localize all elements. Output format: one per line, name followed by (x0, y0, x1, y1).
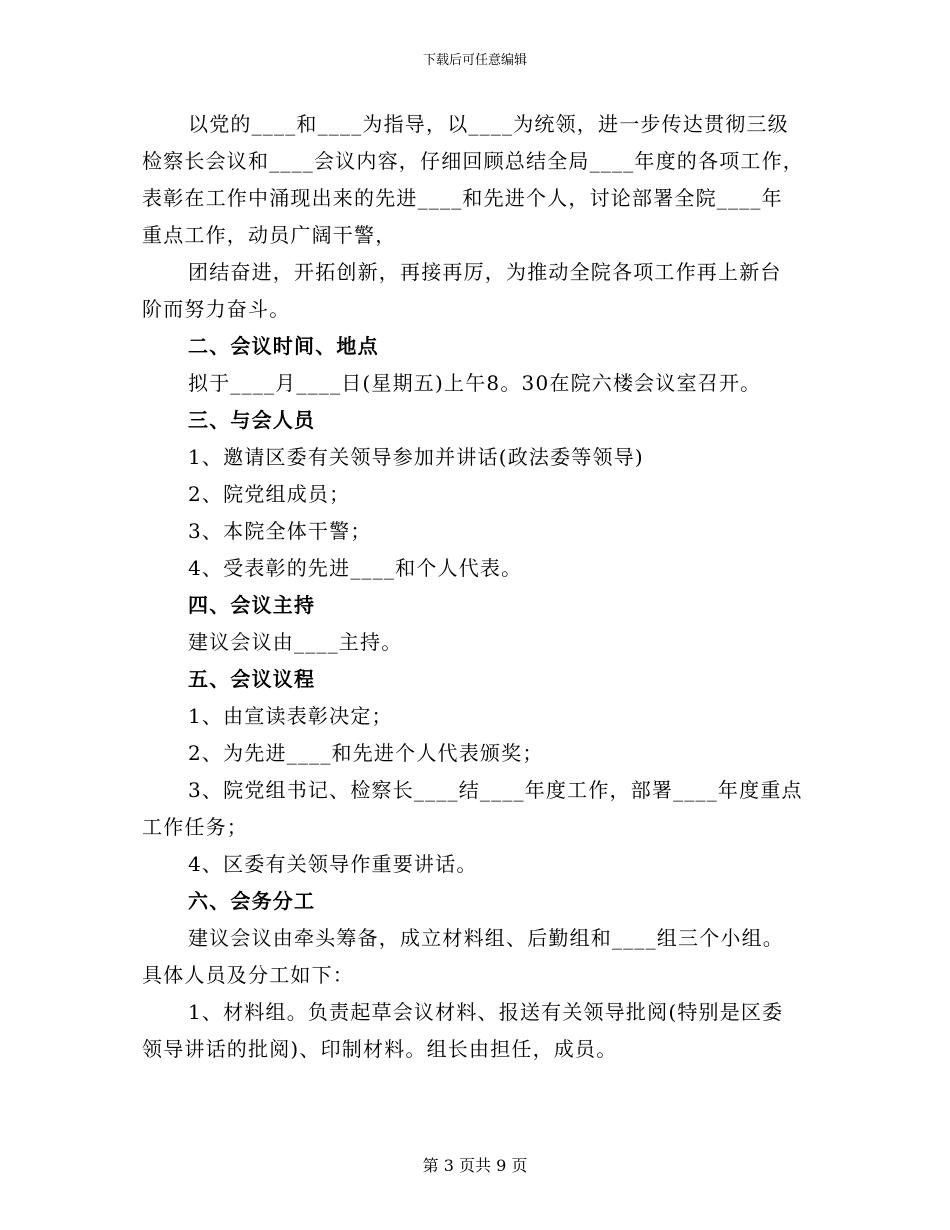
paragraph-line: 检察长会议和____会议内容，仔细回顾总结全局____年度的各项工作， (142, 149, 804, 173)
paragraph-line: 1、由宣读表彰决定； (188, 704, 393, 728)
page-footer: 第 3 页共 9 页 (422, 1156, 528, 1175)
document-body (142, 106, 810, 1068)
section-heading: 四、会议主持 (188, 593, 316, 617)
paragraph-line: 建议会议由牵头筹备，成立材料组、后勤组和____组三个小组。 (188, 926, 784, 950)
section-heading: 六、会务分工 (188, 889, 316, 913)
paragraph-line: 4、区委有关领导作重要讲话。 (188, 852, 478, 876)
paragraph-line: 具体人员及分工如下： (142, 963, 354, 987)
paragraph-line: 4、受表彰的先进____和个人代表。 (188, 556, 523, 580)
paragraph-line: 拟于____月____日(星期五)上午8。30在院六楼会议室召开。 (188, 371, 762, 395)
paragraph-line: 1、邀请区委有关领导参加并讲话(政法委等领导) (188, 445, 644, 469)
paragraph-line: 1、材料组。负责起草会议材料、报送有关领导批阅(特别是区委 (188, 1000, 784, 1024)
paragraph-line: 2、院党组成员； (188, 482, 351, 506)
paragraph-line: 领导讲话的批阅)、印制材料。组长由担任，成员。 (142, 1037, 618, 1061)
paragraph-line: 阶而努力奋斗。 (142, 297, 291, 321)
paragraph-line: 重点工作，动员广阔干警， (142, 223, 397, 247)
paragraph-line: 表彰在工作中涌现出来的先进____和先进个人，讨论部署全院____年 (142, 186, 783, 210)
section-heading: 三、与会人员 (188, 408, 316, 432)
paragraph-line: 团结奋进，开拓创新，再接再厉，为推动全院各项工作再上新台 (188, 260, 782, 284)
paragraph-line: 3、院党组书记、检察长____结____年度工作，部署____年度重点 (188, 778, 803, 802)
page-header: 下载后可任意编辑 (422, 53, 527, 68)
paragraph-line: 工作任务； (142, 815, 248, 839)
paragraph-line: 以党的____和____为指导，以____为统领，进一步传达贯彻三级 (188, 112, 789, 136)
paragraph-line: 3、本院全体干警； (188, 519, 372, 543)
section-heading: 二、会议时间、地点 (188, 334, 379, 358)
paragraph-line: 建议会议由____主持。 (188, 630, 403, 654)
section-heading: 五、会议议程 (188, 667, 316, 691)
paragraph-line: 2、为先进____和先进个人代表颁奖； (188, 741, 544, 765)
